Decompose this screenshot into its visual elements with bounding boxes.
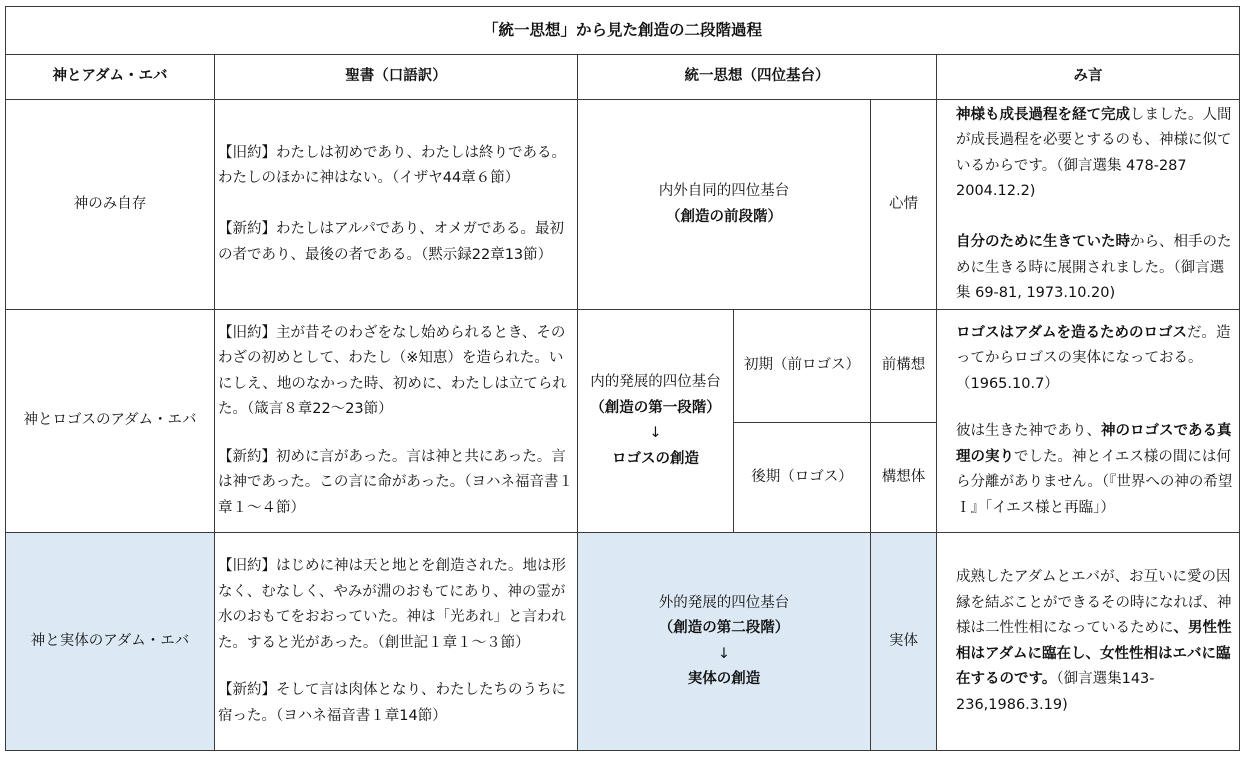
creation-result: ロゴスの創造 [612, 450, 699, 467]
bible-new-testament: 【新約】初めに言があった。言は神と共にあった。言は神であった。この言に命があった。（ヨハネ福音書１章１～４節） [218, 448, 573, 516]
thought-cell [578, 100, 871, 310]
words-paragraph: ロゴスはアダムを造るためのロゴスだ。造ってからロゴスの実体になっておる。（1965.10.7） [956, 324, 1231, 392]
stage-label: （創造の第一段階） [590, 399, 721, 416]
thought-cell [578, 310, 734, 533]
words-bold: 神のロゴスである真理の実り [956, 423, 1232, 465]
bible-old-testament: 【旧約】わたしは初めであり、わたしは終りである。わたしのほかに神はない。（イザヤ44章６節） [218, 144, 566, 187]
bible-old-testament: 【旧約】主が昔そのわざをなし始められるとき、そのわざの初めとして、わたし（※知恵）を造られた。いにしえ、地のなかった時、初めに、わたしは立てられた。（箴言８章22～23節） [218, 324, 567, 418]
words-paragraph: 成熟したアダムとエバが、お互いに愛の因縁を結ぶことができるその時になれば、神様は二性性相になっているために、男性性相はアダムに臨在し、女性性相はエバに臨在するのです。（御言選集143-236,1986.3.19) [956, 569, 1232, 713]
table-title: 「統一思想」から見た創造の二段階過程 [6, 7, 1240, 55]
down-arrow: ↓ [649, 425, 662, 441]
header-unification-thought: 統一思想（四位基台） [578, 55, 937, 100]
title-row [6, 7, 1240, 55]
bible-new-testament: 【新約】そして言は肉体となり、わたしたちのうちに宿った。（ヨハネ福音書１章14節） [218, 682, 566, 724]
foundation-name: 内的発展的四位基台 [590, 374, 721, 390]
subject-cell: 神とロゴスのアダム・エバ [6, 310, 215, 533]
element-cell: 構想体 [871, 423, 937, 533]
phase-cell: 後期（ロゴス） [734, 423, 871, 533]
stage-label: （創造の前段階） [666, 208, 782, 225]
words-bold: 自分のために生きていた時 [956, 234, 1130, 250]
words-paragraph: 神様も成長過程を経て完成しました。人間が成長過程を必要とするのも、神様に似ているからです。（御言選集 478-287 2004.12.2) [956, 106, 1232, 199]
words-cell [937, 533, 1240, 751]
header-subject: 神とアダム・エバ [6, 55, 215, 100]
words-cell [937, 100, 1240, 310]
words-paragraph: 自分のために生きていた時から、相手のために生きる時に展開されました。（御言選集 69-81, 1973.10.20) [956, 234, 1232, 301]
subject-cell: 神と実体のアダム・エバ [6, 533, 215, 751]
down-arrow: ↓ [717, 645, 731, 662]
words-paragraph: 彼は生きた神であり、神のロゴスである真理の実りでした。神とイエス様の間には何ら分離がありません。（『世界への神の希望Ｉ』「イエス様と再臨」） [956, 423, 1233, 516]
creation-stages-table [5, 6, 1240, 751]
foundation-name: 内外自同的四位基台 [658, 183, 790, 199]
element-cell: 心情 [871, 100, 937, 310]
bible-new-testament: 【新約】わたしはアルパであり、オメガである。最初の者であり、最後の者である。（黙示録22章13節） [218, 221, 564, 263]
creation-result: 実体の創造 [687, 671, 761, 687]
table-row [6, 100, 1240, 310]
bible-old-testament: 【旧約】はじめに神は天と地とを創造された。地は形なく、むなしく、やみが淵のおもてにあり、神の霊が水のおもてをおおっていた。神は「光あれ」と言われた。すると光があった。（創世記１章１～３節） [218, 558, 566, 651]
subject-cell: 神のみ自存 [6, 100, 215, 310]
words-bold: ロゴスはアダムを造るためのロゴス [956, 324, 1187, 341]
element-cell: 前構想 [871, 310, 937, 423]
header-row [6, 55, 1240, 100]
words-bold: 神様も成長過程を経て完成 [956, 106, 1130, 123]
bible-cell [215, 100, 578, 310]
header-bible: 聖書（口語訳） [215, 55, 578, 100]
header-words: み言 [937, 55, 1240, 100]
bible-cell [215, 310, 578, 533]
bible-cell [215, 533, 578, 751]
words-bold: 、男性性相はアダムに臨在し、女性性相はエバに臨在するのです。 [956, 620, 1232, 687]
table-row [6, 533, 1240, 751]
element-cell: 実体 [871, 533, 937, 751]
foundation-name: 外的発展的四位基台 [658, 594, 790, 611]
table-row [6, 310, 1240, 423]
words-cell [937, 310, 1240, 533]
thought-cell [578, 533, 871, 751]
phase-cell: 初期（前ロゴス） [734, 310, 871, 423]
stage-label: （創造の第二段階） [658, 620, 790, 636]
